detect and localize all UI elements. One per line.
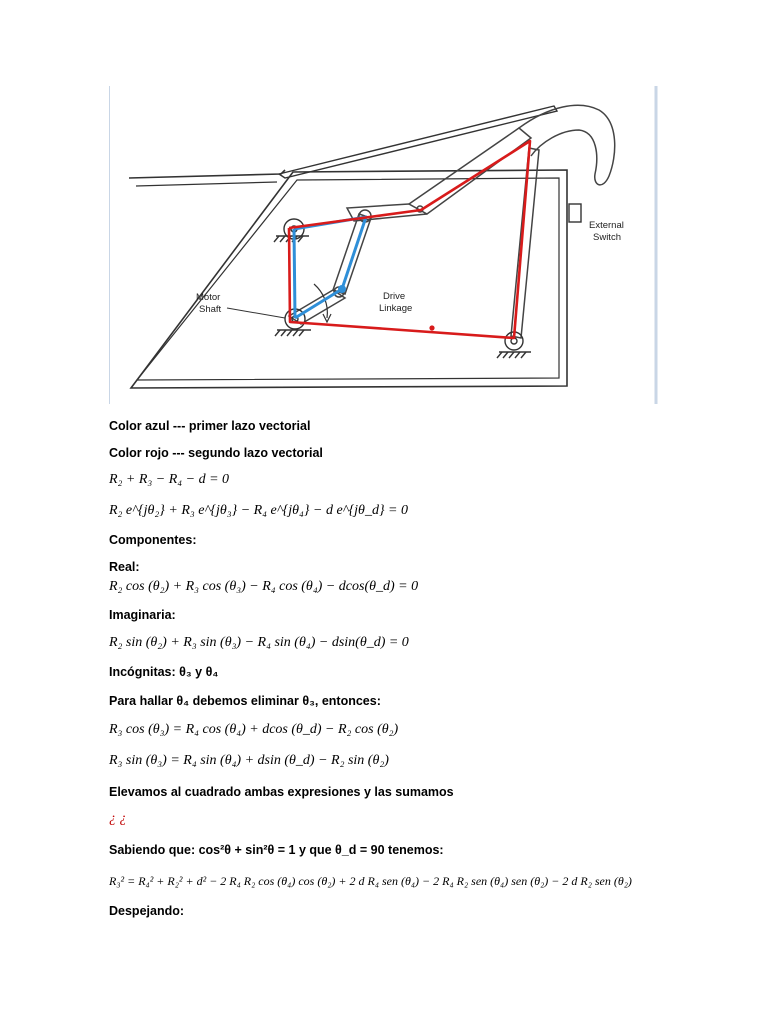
- cos-equation: R₃ cos (θ₃) = R₄ cos (θ₄) + dcos (θ_d) − R₂ cos (θ₂): [109, 722, 399, 737]
- real-equation: R₂ cos (θ₂) + R₃ cos (θ₃) − R₄ cos (θ₄) − dcos(θ_d) = 0: [109, 579, 419, 594]
- imaginary-equation: R₂ sin (θ₂) + R₃ sin (θ₃) − R₄ sin (θ₄) − dsin(θ_d) = 0: [109, 635, 409, 650]
- incognitas-line: Incógnitas: θ₃ y θ₄: [109, 665, 219, 679]
- drive-label: Drive: [383, 291, 406, 302]
- external-switch: [569, 204, 581, 222]
- complex-equation: R₂ e^{jθ₂} + R₃ e^{jθ₃} − R₄ e^{jθ₄} − d e^{jθ_d} = 0: [109, 503, 408, 518]
- first-vector-loop: [294, 217, 366, 318]
- real-heading: Real:: [109, 560, 140, 574]
- housing-box: [129, 170, 567, 388]
- elevamos-line: Elevamos al cuadrado ambas expresiones y las sumamos: [109, 785, 454, 799]
- shaft-label: Shaft: [199, 304, 222, 315]
- vector-equation: R₂ + R₃ − R₄ − d = 0: [109, 472, 230, 487]
- switch-label: Switch: [593, 232, 621, 243]
- para-hallar-line: Para hallar θ₄ debemos eliminar θ₃, entonces:: [109, 694, 381, 708]
- despejando-line: Despejando:: [109, 904, 185, 918]
- imaginaria-heading: Imaginaria:: [109, 608, 176, 622]
- external-label: External: [589, 220, 624, 231]
- red-loop-caption: Color rojo --- segundo lazo vectorial: [109, 446, 323, 460]
- componentes-heading: Componentes:: [109, 533, 197, 547]
- r3-squared-equation: R₃² = R₄² + R₂² + d² − 2 R₄ R₂ cos (θ₄) cos (θ₂) + 2 d R₄ sen (θ₄) − 2 R₄ R₂ sen (θ₄) sen (θ₂) − 2 d R₂ sen (θ₂): [109, 874, 632, 888]
- motor-label: Motor: [196, 292, 221, 303]
- lid: [279, 106, 557, 178]
- question-marks: ¿ ¿: [109, 811, 127, 826]
- sin-equation: R₃ sin (θ₃) = R₄ sin (θ₄) + dsin (θ_d) − R₂ sin (θ₂): [109, 753, 389, 768]
- linkage-label: Linkage: [379, 303, 413, 314]
- blue-loop-caption: Color azul --- primer lazo vectorial: [109, 419, 311, 433]
- linkage-diagram: [109, 86, 659, 404]
- pivot-top-left: [274, 219, 309, 242]
- sabiendo-line: Sabiendo que: cos²θ + sin²θ = 1 y que θ_d = 90 tenemos:: [109, 843, 444, 857]
